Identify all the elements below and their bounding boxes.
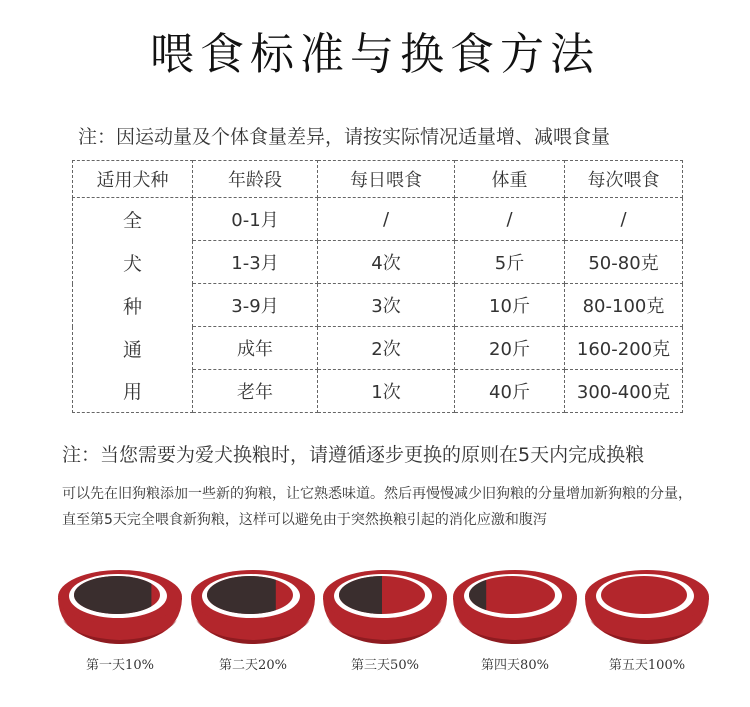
- age-cell: 0-1月: [193, 198, 318, 241]
- bowl-day-1: [55, 568, 185, 678]
- food-switch-note: 注：当您需要为爱犬换粮时，请遵循逐步更换的原则在5天内完成换粮: [62, 444, 645, 466]
- page-title: 喂食标准与换食方法: [150, 29, 600, 80]
- table-row: [73, 327, 683, 370]
- daily-feeds-cell: 4次: [318, 241, 455, 284]
- dog-bowl-icon: [582, 568, 712, 650]
- daily-feeds-cell: 2次: [318, 327, 455, 370]
- bowl-label: 第五天100%: [608, 658, 686, 673]
- bowl-label: 第一天10%: [86, 658, 154, 673]
- food-transition-bowls: [55, 568, 705, 678]
- dog-bowl-icon: [320, 568, 450, 650]
- bowl-day-3: [320, 568, 450, 678]
- table-header-cell: 每次喂食: [565, 161, 683, 198]
- table-header-cell: 年龄段: [193, 161, 318, 198]
- weight-cell: /: [455, 198, 565, 241]
- breed-cell: 种: [73, 284, 193, 327]
- weight-cell: 40斤: [455, 370, 565, 413]
- bowl-label: 第三天50%: [351, 658, 419, 673]
- dog-bowl-icon: [450, 568, 580, 650]
- breed-cell: 通: [73, 327, 193, 370]
- daily-feeds-cell: 3次: [318, 284, 455, 327]
- portion-cell: 80-100克: [565, 284, 683, 327]
- breed-cell: 犬: [73, 241, 193, 284]
- weight-cell: 5斤: [455, 241, 565, 284]
- breed-cell: 用: [73, 370, 193, 413]
- table-header-cell: 适用犬种: [73, 161, 193, 198]
- age-cell: 1-3月: [193, 241, 318, 284]
- portion-cell: /: [565, 198, 683, 241]
- age-cell: 3-9月: [193, 284, 318, 327]
- age-cell: 成年: [193, 327, 318, 370]
- age-cell: 老年: [193, 370, 318, 413]
- new-food: [601, 576, 687, 614]
- bowl-day-5: [582, 568, 712, 678]
- bowl-day-2: [188, 568, 318, 678]
- breed-cell: 全: [73, 198, 193, 241]
- dog-bowl-icon: [188, 568, 318, 650]
- bowl-label: 第四天80%: [481, 658, 549, 673]
- feeding-note: 注：因运动量及个体食量差异，请按实际情况适量增、减喂食量: [78, 126, 611, 148]
- table-header-cell: 体重: [455, 161, 565, 198]
- portion-cell: 50-80克: [565, 241, 683, 284]
- food-switch-description: 可以先在旧狗粮添加一些新的狗粮，让它熟悉味道。然后再慢慢减少旧狗粮的分量增加新狗粮的分量，直至第5天完全喂食新狗粮，这样可以避免由于突然换粮引起的消化应激和腹泻: [62, 486, 692, 528]
- table-header-cell: 每日喂食: [318, 161, 455, 198]
- table-row: [73, 370, 683, 413]
- table-row: [73, 284, 683, 327]
- portion-cell: 160-200克: [565, 327, 683, 370]
- table-header-row: [73, 161, 683, 198]
- feeding-table: [72, 160, 683, 413]
- daily-feeds-cell: 1次: [318, 370, 455, 413]
- portion-cell: 300-400克: [565, 370, 683, 413]
- weight-cell: 20斤: [455, 327, 565, 370]
- daily-feeds-cell: /: [318, 198, 455, 241]
- table-row: [73, 198, 683, 241]
- bowl-label: 第二天20%: [219, 658, 287, 673]
- dog-bowl-icon: [55, 568, 185, 650]
- table-row: [73, 241, 683, 284]
- bowl-day-4: [450, 568, 580, 678]
- weight-cell: 10斤: [455, 284, 565, 327]
